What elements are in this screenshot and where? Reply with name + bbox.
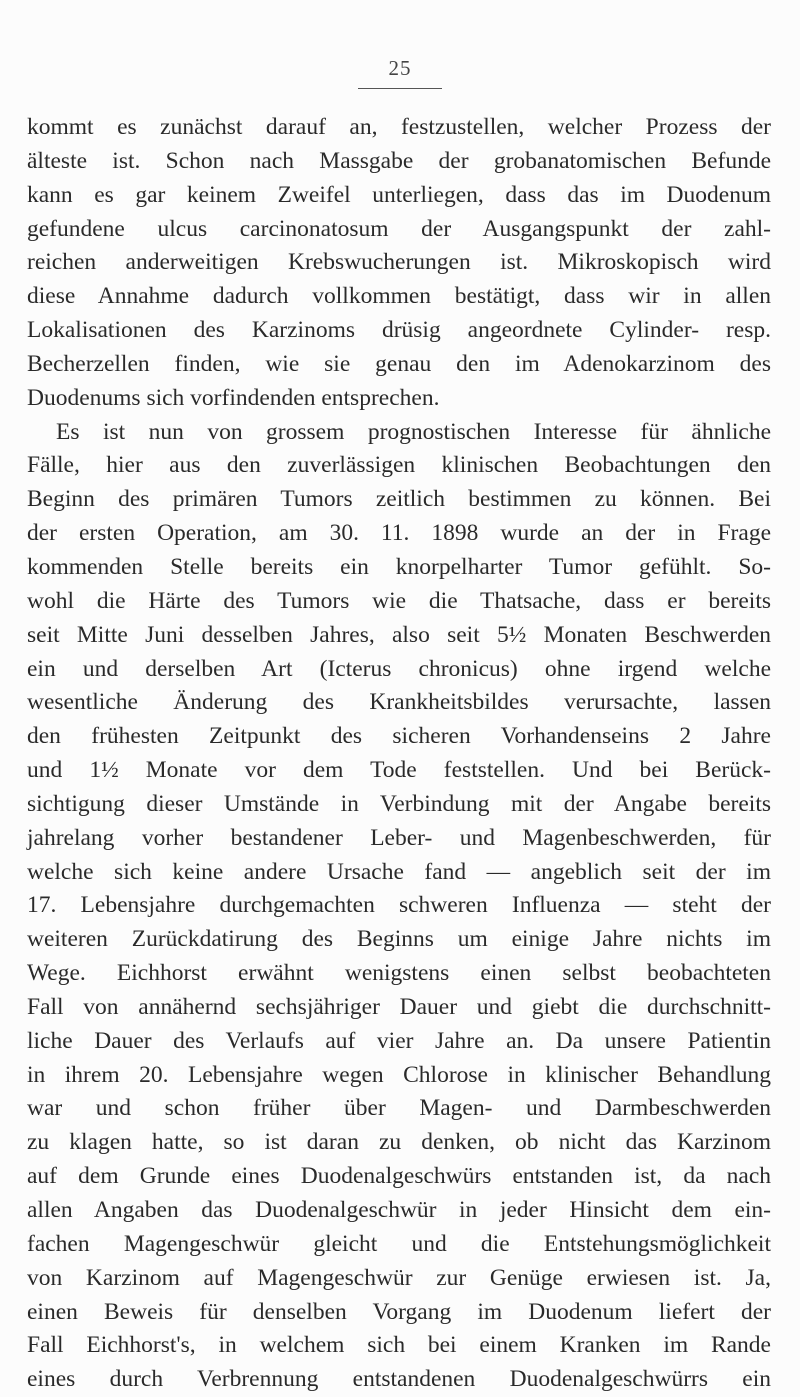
text-line: und 1½ Monate vor dem Tode feststellen. Und bei Berück-: [27, 757, 771, 784]
text-line: auf dem Grunde eines Duodenalgeschwürs entstanden ist, da nach: [27, 1163, 771, 1190]
text-line: weiteren Zurückdatirung des Beginns um einige Jahre nichts im: [27, 926, 771, 953]
page-number: 25: [388, 56, 412, 80]
text-line: Fall Eichhorst's, in welchem sich bei einem Kranken im Rande: [27, 1332, 771, 1359]
text-line: kommenden Stelle bereits ein knorpelharter Tumor gefühlt. So-: [27, 553, 771, 580]
text-line: liche Dauer des Verlaufs auf vier Jahre an. Da unsere Patientin: [27, 1027, 771, 1054]
text-line: Es ist nun von grossem prognostischen Interesse für ähnliche: [56, 418, 771, 445]
text-line: sichtigung dieser Umstände in Verbindung mit der Angabe bereits: [27, 790, 771, 817]
text-line: der ersten Operation, am 30. 11. 1898 wurde an der in Frage: [27, 520, 771, 547]
text-line: zu klagen hatte, so ist daran zu denken, ob nicht das Karzinom: [27, 1129, 771, 1156]
header-rule: [358, 88, 442, 89]
text-line: den frühesten Zeitpunkt des sicheren Vorhandenseins 2 Jahre: [27, 723, 771, 750]
text-line: kommt es zunächst darauf an, festzustellen, welcher Prozess der: [27, 114, 771, 140]
text-line: jahrelang vorher bestandener Leber- und Magenbeschwerden, für: [27, 824, 771, 851]
text-line: Becherzellen finden, wie sie genau den im Adenokarzinom des: [27, 350, 771, 377]
text-line: wohl die Härte des Tumors wie die Thatsache, dass er bereits: [27, 587, 771, 614]
text-line: ein und derselben Art (Icterus chronicus) ohne irgend welche: [27, 655, 771, 682]
text-line: einen Beweis für denselben Vorgang im Duodenum liefert der: [27, 1298, 771, 1325]
text-line: Fall von annähernd sechsjähriger Dauer und giebt die durchschnitt-: [27, 993, 771, 1020]
text-line: älteste ist. Schon nach Massgabe der grobanatomischen Befunde: [27, 147, 771, 174]
text-line: Fälle, hier aus den zuverlässigen klinischen Beobachtungen den: [27, 452, 771, 479]
text-line: seit Mitte Juni desselben Jahres, also seit 5½ Monaten Beschwerden: [27, 621, 771, 648]
text-line: 17. Lebensjahre durchgemachten schweren Influenza — steht der: [27, 892, 771, 919]
text-line: Duodenums sich vorfindenden entsprechen.: [27, 384, 440, 411]
text-line: welche sich keine andere Ursache fand — angeblich seit der im: [27, 858, 771, 885]
text-line: fachen Magengeschwür gleicht und die Entstehungsmöglichkeit: [27, 1230, 771, 1257]
text-line: Lokalisationen des Karzinoms drüsig angeordnete Cylinder- resp.: [27, 317, 771, 344]
text-line: gefundene ulcus carcinonatosum der Ausgangspunkt der zahl-: [27, 215, 771, 242]
text-line: kann es gar keinem Zweifel unterliegen, dass das im Duodenum: [27, 181, 771, 208]
text-line: wesentliche Änderung des Krankheitsbildes verursachte, lassen: [27, 689, 771, 716]
text-line: von Karzinom auf Magengeschwür zur Genüge erwiesen ist. Ja,: [27, 1264, 771, 1291]
text-line: reichen anderweitigen Krebswucherungen ist. Mikroskopisch wird: [27, 249, 771, 276]
text-line: diese Annahme dadurch vollkommen bestätigt, dass wir in allen: [27, 283, 771, 310]
text-line: Beginn des primären Tumors zeitlich bestimmen zu können. Bei: [27, 486, 771, 513]
text-line: war und schon früher über Magen- und Darmbeschwerden: [27, 1095, 771, 1122]
text-line: allen Angaben das Duodenalgeschwür in jeder Hinsicht dem ein-: [27, 1197, 771, 1223]
body-text: [27, 111, 771, 1397]
text-line: Wege. Eichhorst erwähnt wenigstens einen selbst beobachteten: [27, 960, 771, 987]
text-line: in ihrem 20. Lebensjahre wegen Chlorose in klinischer Behandlung: [27, 1061, 771, 1088]
text-line: eines durch Verbrennung entstandenen Duodenalgeschwürrs ein: [27, 1366, 771, 1393]
